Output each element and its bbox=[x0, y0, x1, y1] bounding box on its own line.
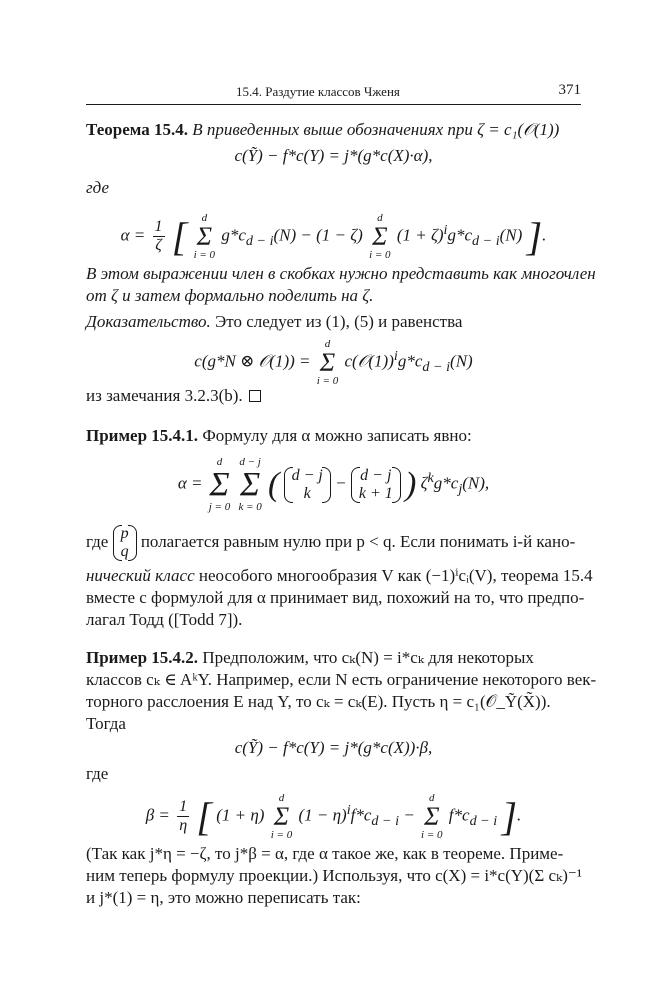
theorem-note-line1: В этом выражении член в скобках нужно представить как многочлен bbox=[86, 264, 596, 283]
example1-sum2-top: d − j bbox=[239, 455, 261, 468]
alpha-formula bbox=[60, 200, 607, 260]
proof-formula-rhs-end: (N) bbox=[450, 351, 473, 371]
proof-label: Доказательство. bbox=[86, 312, 211, 331]
binom-pq-top: p bbox=[120, 525, 129, 543]
theorem-label: Теорема 15.4. bbox=[86, 120, 188, 139]
example1-binom-pq bbox=[113, 525, 137, 561]
binom1-top: d − j bbox=[291, 466, 323, 484]
alpha-term2-tail: g*c bbox=[447, 225, 472, 245]
proof-closing-text: из замечания 3.2.3(b). bbox=[86, 386, 243, 405]
example1-sum1-bottom: j = 0 bbox=[208, 500, 231, 513]
beta-sum2: d Σ i = 0 bbox=[421, 791, 443, 841]
proof-formula bbox=[60, 330, 607, 387]
running-header bbox=[86, 84, 581, 102]
alpha-fraction bbox=[153, 218, 165, 255]
beta-frac-num: 1 bbox=[179, 798, 188, 816]
right-bracket: ] bbox=[526, 213, 543, 259]
example2-label: Пример 15.4.2. bbox=[86, 648, 199, 667]
beta-minus: − bbox=[403, 805, 415, 825]
example1-binom2 bbox=[351, 467, 401, 503]
example1-binom1 bbox=[284, 467, 331, 503]
alpha-sum2: d Σ i = 0 bbox=[369, 211, 391, 261]
example1-label: Пример 15.4.1. bbox=[86, 426, 199, 445]
proof-sum-top: d bbox=[324, 337, 331, 350]
example1-sum1-top: d bbox=[216, 455, 223, 468]
beta-frac-den: η bbox=[179, 817, 188, 835]
example1-line2 bbox=[86, 566, 593, 586]
beta-t3: f*c bbox=[448, 805, 470, 825]
beta-sum1: d Σ i = 0 bbox=[270, 791, 293, 841]
proof-text: Это следует из (1), (5) и равенства bbox=[215, 312, 463, 331]
beta-t2: (1 − η) bbox=[298, 805, 347, 825]
example1-tail-sub: j bbox=[458, 481, 463, 498]
beta-t2-sub: d − i bbox=[371, 813, 400, 830]
section-title: 15.4. Раздутие классов Чженя bbox=[236, 84, 400, 99]
theorem-where: где bbox=[86, 178, 109, 197]
example1-line3: вместе с формулой для α принимает вид, похожий на то, что предпо- bbox=[86, 588, 585, 607]
example1-line4: лагал Тодд ([Todd 7]). bbox=[86, 610, 243, 629]
beta-right-bracket: ] bbox=[501, 793, 518, 839]
example1-tail2: g*c bbox=[433, 473, 459, 493]
alpha-lhs: α = bbox=[120, 225, 146, 245]
beta-end: . bbox=[517, 805, 522, 825]
theorem-formula: c(Ỹ) − f*c(Y) = j*(g*c(X)·α), bbox=[234, 146, 433, 165]
proof-formula-rhs-sub: d − i bbox=[422, 359, 451, 376]
example1-sum1: d Σ j = 0 bbox=[208, 455, 231, 513]
example2-line3: торного расслоения E над Y, то cₖ = cₖ(E). Пусть η = c₁(𝒪_Ỹ(X̃)). bbox=[86, 692, 551, 711]
example1-sum2: d − j Σ k = 0 bbox=[238, 455, 262, 513]
example2-closing2: ним теперь формулу проекции.) Используя, что c(X) = i*c(Y)(Σ cₖ)⁻¹ bbox=[86, 866, 582, 885]
header-rule bbox=[86, 104, 581, 105]
example1-tail-sup: k bbox=[427, 470, 434, 486]
example1-where: где bbox=[86, 532, 109, 551]
beta-t2-sup: i bbox=[346, 802, 351, 818]
example1-formula bbox=[60, 446, 607, 513]
example1-line1 bbox=[86, 520, 587, 564]
example2-line1-text: Предположим, что cₖ(N) = i*cₖ для некоторых bbox=[202, 648, 534, 667]
binom2-top: d − j bbox=[360, 466, 392, 484]
theorem-statement bbox=[86, 120, 587, 140]
beta-t3-sub: d − i bbox=[469, 813, 498, 830]
outer-right-paren: ) bbox=[405, 465, 417, 503]
theorem-note-line2: от ζ и затем формально поделить на ζ. bbox=[86, 286, 374, 305]
proof-intro bbox=[86, 312, 587, 332]
beta-sum2-top: d bbox=[429, 791, 435, 804]
beta-sum2-bottom: i = 0 bbox=[421, 828, 443, 841]
example1-lhs: α = bbox=[177, 473, 203, 493]
beta-t1: (1 + η) bbox=[216, 805, 265, 825]
example2-line2: классов cₖ ∈ AᵏY. Например, если N есть ограничение некоторого век- bbox=[86, 670, 597, 689]
example2-closing3: и j*(1) = η, это можно переписать так: bbox=[86, 888, 361, 907]
example2-closing1: (Так как j*η = −ζ, то j*β = α, где α такое же, как в теореме. Приме- bbox=[86, 844, 564, 863]
page-number: 371 bbox=[558, 82, 581, 98]
beta-t2-tail: f*c bbox=[350, 805, 372, 825]
proof-formula-rhs-sup: i bbox=[393, 348, 398, 364]
theorem-text: В приведенных выше обозначениях при ζ = c₁(𝒪(1)) bbox=[192, 120, 560, 139]
alpha-term2-sup: i bbox=[443, 222, 448, 238]
example2-line1 bbox=[86, 648, 587, 668]
binom1-bottom: k bbox=[303, 484, 311, 502]
alpha-frac-den: ζ bbox=[155, 237, 162, 255]
qed-square-icon bbox=[249, 390, 261, 402]
proof-closing bbox=[86, 386, 587, 406]
proof-formula-rhs: c(𝒪(1)) bbox=[344, 351, 394, 371]
alpha-sum1-top: d bbox=[201, 211, 208, 224]
alpha-sum2-bottom: i = 0 bbox=[369, 248, 391, 261]
alpha-term2-sub: d − i bbox=[471, 233, 500, 250]
beta-formula bbox=[60, 782, 607, 841]
example1-text: Формулу для α можно записать явно: bbox=[202, 426, 472, 445]
proof-formula-rhs-tail: g*c bbox=[397, 351, 423, 371]
example1-after-binom: полагается равным нулю при p < q. Если понимать i-й кано- bbox=[140, 532, 576, 551]
binom2-bottom: k + 1 bbox=[358, 484, 393, 502]
proof-sum: d Σ i = 0 bbox=[316, 337, 339, 387]
example2-formula: c(Ỹ) − f*c(Y) = j*(g*c(X))·β, bbox=[234, 738, 433, 757]
alpha-frac-num: 1 bbox=[154, 218, 163, 236]
binom-pq-bottom: q bbox=[120, 543, 129, 561]
alpha-end: . bbox=[542, 225, 547, 245]
alpha-term2-end: (N) bbox=[499, 225, 523, 245]
beta-sum1-bottom: i = 0 bbox=[270, 828, 293, 841]
beta-left-bracket: [ bbox=[196, 793, 212, 839]
example2-where: где bbox=[86, 764, 109, 783]
example2-line4: Тогда bbox=[86, 714, 126, 733]
example1-line2-rest: неособого многообразия V как (−1)ⁱcᵢ(V), теорема 15.4 bbox=[198, 566, 593, 585]
alpha-sum2-top: d bbox=[377, 211, 383, 224]
alpha-term2: (1 + ζ) bbox=[396, 225, 444, 245]
example1-sum2-bottom: k = 0 bbox=[238, 500, 262, 513]
alpha-term1-tail: (N) − (1 − ζ) bbox=[273, 225, 363, 245]
example1-line2-italic: нический класс bbox=[86, 566, 195, 585]
example1-tail: ζ bbox=[420, 473, 428, 493]
alpha-sum1: d Σ i = 0 bbox=[193, 211, 216, 261]
example1-intro bbox=[86, 426, 587, 446]
alpha-sum1-bottom: i = 0 bbox=[193, 248, 216, 261]
example1-minus: − bbox=[335, 473, 347, 493]
beta-sum1-top: d bbox=[278, 791, 285, 804]
example1-tail-end: (N), bbox=[462, 473, 490, 493]
left-bracket: [ bbox=[171, 213, 188, 259]
alpha-term1: g*c bbox=[221, 225, 246, 245]
outer-left-paren: ( bbox=[268, 465, 280, 503]
beta-fraction bbox=[177, 798, 189, 835]
beta-lhs: β = bbox=[145, 805, 170, 825]
alpha-term1-sub: d − i bbox=[245, 233, 274, 250]
proof-sum-bottom: i = 0 bbox=[316, 374, 339, 387]
proof-formula-lhs: c(g*N ⊗ 𝒪(1)) = bbox=[194, 351, 311, 371]
